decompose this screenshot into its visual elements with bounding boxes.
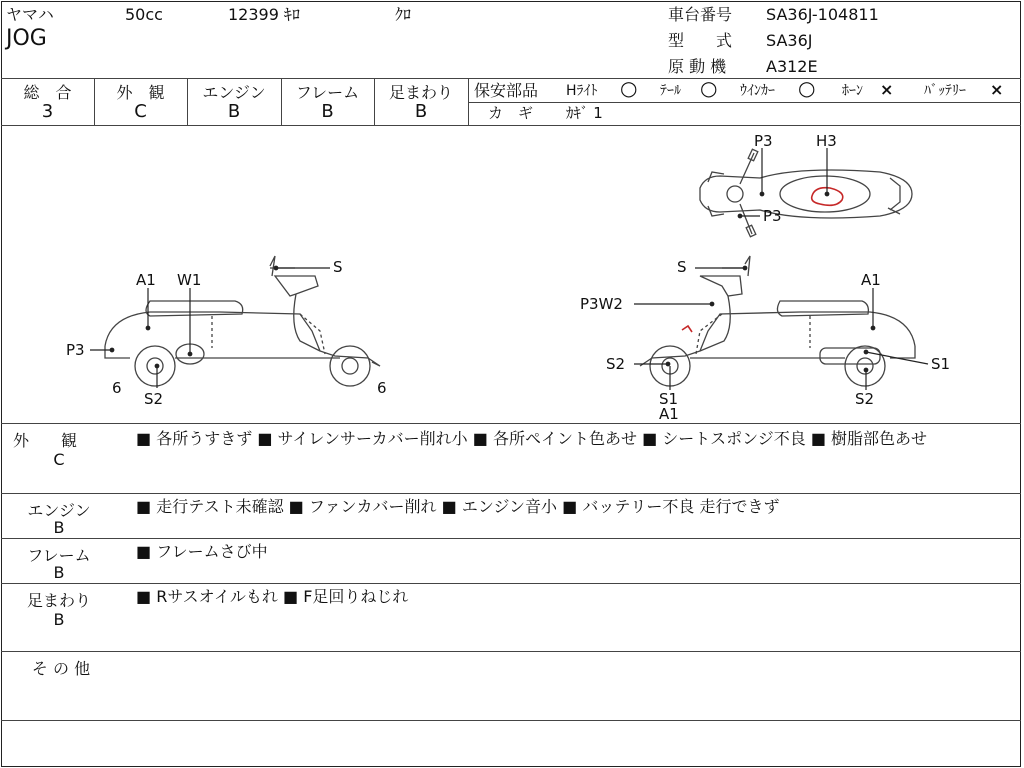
label-top-p3: P3 <box>754 132 773 150</box>
type-label: 型 式 <box>668 31 733 50</box>
damage-mark-right <box>682 326 692 332</box>
battery-label: ﾊﾞｯﾃﾘｰ <box>924 83 966 99</box>
label-right-p3w2: P3W2 <box>580 295 623 313</box>
suspension-note: ■ F足回りねじれ <box>283 587 408 606</box>
body-color: ｸﾛ <box>395 5 412 24</box>
section-suspension-grade: B <box>53 610 65 629</box>
engine-label: エンジン <box>202 83 266 102</box>
engine-model-value: A312E <box>766 57 818 76</box>
frame-grade: B <box>321 101 334 122</box>
headlight-label: Hﾗｲﾄ <box>566 83 598 99</box>
winker-label: ｳｲﾝｶｰ <box>740 83 775 99</box>
engine-note: ■ ファンカバー削れ <box>289 497 437 516</box>
taillight-label: ﾃｰﾙ <box>660 83 681 99</box>
exterior-note: ■ 各所うすきず <box>136 429 252 448</box>
exterior-note: ■ サイレンサーカバー削れ小 <box>257 429 467 448</box>
frame-note: ■ フレームさび中 <box>136 542 268 561</box>
frame-no-label: 車台番号 <box>668 5 733 24</box>
mileage: 12399 ｷﾛ <box>228 5 300 24</box>
headlight-status: ○ <box>620 76 638 100</box>
section-frame-label: フレーム <box>27 546 91 565</box>
overall-label: 総 合 <box>23 83 72 102</box>
label-left-a1: A1 <box>136 271 156 289</box>
section-other-label: そ の 他 <box>31 659 91 678</box>
exterior-note: ■ 樹脂部色あせ <box>811 429 927 448</box>
section-frame-notes <box>136 540 1012 563</box>
section-suspension-notes <box>136 585 1012 608</box>
label-right-s2b: S2 <box>855 390 875 408</box>
frame-no: SA36J-104811 <box>766 5 879 24</box>
model-name: JOG <box>6 26 47 51</box>
maker: ヤマハ <box>6 5 54 24</box>
engine-note: ■ エンジン音小 <box>442 497 557 516</box>
label-right-s1b: S1 <box>931 355 951 373</box>
suspension-note: ■ Rサスオイルもれ <box>136 587 278 606</box>
section-engine-grade: B <box>53 518 65 537</box>
label-right-s: S <box>677 258 687 276</box>
label-left-s2: S2 <box>144 390 164 408</box>
taillight-status: ○ <box>700 76 718 100</box>
section-exterior-label: 外 観 <box>12 431 77 450</box>
type-value: SA36J <box>766 31 813 50</box>
label-top-h3: H3 <box>816 132 837 150</box>
section-frame-grade: B <box>53 563 65 582</box>
exterior-grade: C <box>134 101 147 122</box>
displacement: 50cc <box>125 5 163 24</box>
exterior-label: 外 観 <box>116 83 165 102</box>
label-left-w1: W1 <box>177 271 202 289</box>
engine-model-label: 原 動 機 <box>668 57 727 76</box>
label-right-a1: A1 <box>861 271 881 289</box>
battery-status: × <box>990 80 1004 99</box>
section-engine-notes <box>136 495 1012 518</box>
section-engine-label: エンジン <box>27 501 91 520</box>
safety-parts-label: 保安部品 <box>474 81 539 100</box>
engine-grade: B <box>227 101 241 122</box>
label-left-s: S <box>333 258 343 276</box>
key-value: ｶｷﾞ 1 <box>566 104 603 122</box>
horn-status: × <box>880 80 894 99</box>
engine-note: ■ バッテリー不良 走行できず <box>562 497 779 516</box>
label-right-a1b: A1 <box>659 405 679 423</box>
suspension-grade: B <box>414 101 428 122</box>
label-top-p3b: P3 <box>763 207 782 225</box>
section-exterior-notes <box>136 427 1012 450</box>
label-left-6b: 6 <box>377 379 387 397</box>
key-label: カ ギ <box>488 104 534 122</box>
section-exterior-grade: C <box>53 450 65 469</box>
exterior-note: ■ 各所ペイント色あせ <box>473 429 637 448</box>
exterior-note: ■ シートスポンジ不良 <box>642 429 806 448</box>
label-right-s1a: S1 <box>659 390 679 408</box>
frame-label: フレーム <box>295 83 360 102</box>
suspension-label: 足まわり <box>388 83 453 102</box>
label-right-s2a: S2 <box>606 355 626 373</box>
engine-note: ■ 走行テスト未確認 <box>136 497 284 516</box>
label-left-6a: 6 <box>112 379 122 397</box>
overall-grade: 3 <box>41 101 54 122</box>
label-left-p3: P3 <box>66 341 85 359</box>
winker-status: ○ <box>798 76 816 100</box>
damage-diagram <box>0 126 1022 423</box>
section-suspension-label: 足まわり <box>26 591 91 610</box>
horn-label: ﾎｰﾝ <box>842 83 863 99</box>
scooter-top-view <box>700 149 912 237</box>
